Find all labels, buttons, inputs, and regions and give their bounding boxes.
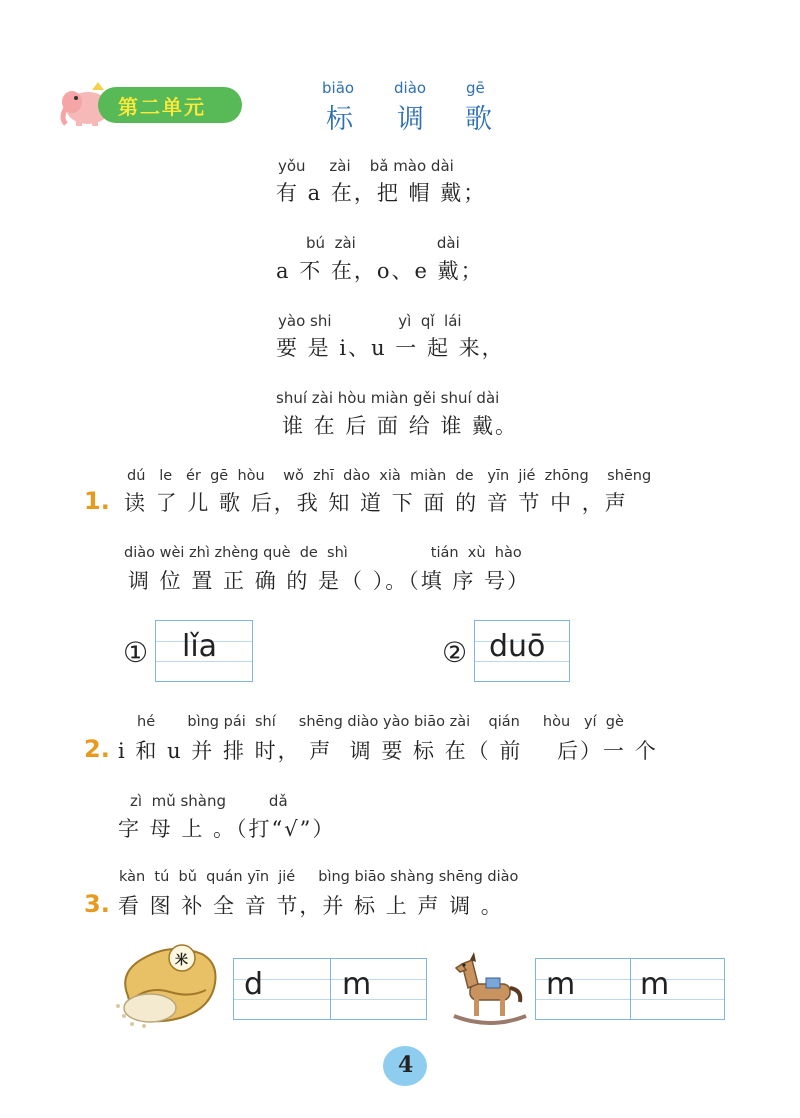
question-1-line-1: 读 了 儿 歌 后，我 知 道 下 面 的 音 节 中 ，声 xyxy=(124,491,628,515)
question-1-number: 1. xyxy=(84,487,110,515)
question-1-line-2: 调 位 置 正 确 的 是（ ）。（填 序 号） xyxy=(128,569,531,593)
question-2-line-2-pinyin: zì mǔ shàng dǎ xyxy=(130,792,288,810)
option-2-mark: ② xyxy=(442,636,468,669)
page-number: 4 xyxy=(398,1052,414,1078)
option-1-word: lǐa xyxy=(182,629,218,664)
question-3-number: 3. xyxy=(84,890,110,918)
poem-line-2: a 不 在，o、e 戴； xyxy=(276,259,484,283)
poem-line-1-pinyin: yǒu zài bǎ mào dài xyxy=(278,157,454,175)
poem-line-3-pinyin: yào shi yì qǐ lái xyxy=(278,312,462,330)
option-2-word: duō xyxy=(489,629,546,664)
poem-line-1: 有 a 在，把 帽 戴； xyxy=(276,181,487,205)
title-char-2: 调 xyxy=(397,104,424,135)
question-2-line-1: i 和 u 并 排 时， 声 调 要 标 在（ 前 后）一 个 xyxy=(118,739,658,763)
question-2-number: 2. xyxy=(84,735,110,763)
title-char-3: 歌 xyxy=(465,104,492,135)
syllable-box-1 xyxy=(233,958,427,1020)
poem-line-3: 要 是 i、u 一 起 来， xyxy=(276,336,505,360)
title-char-1: 标 xyxy=(326,104,353,135)
title-pinyin-1: biāo xyxy=(322,79,355,97)
syllable-box-2 xyxy=(535,958,725,1020)
option-1-box xyxy=(155,620,253,682)
syllable-box-2-left: m xyxy=(546,967,576,1002)
unit-label: 第二单元 xyxy=(118,95,206,119)
question-1-line-2-pinyin: diào wèi zhì zhèng què de shì tián xù hào xyxy=(124,545,522,561)
title-pinyin-2: diào xyxy=(394,79,427,97)
poem-line-4: 谁 在 后 面 给 谁 戴。 xyxy=(282,414,519,438)
option-1-mark: ① xyxy=(123,636,149,669)
syllable-box-2-right: m xyxy=(640,967,670,1002)
question-1-line-1-pinyin: dú le ér gē hòu wǒ zhī dào xià miàn de yīn jié zhōng shēng xyxy=(127,468,652,484)
poem-line-4-pinyin: shuí zài hòu miàn gěi shuí dài xyxy=(276,389,500,407)
question-3-line-1-pinyin: kàn tú bǔ quán yīn jié bìng biāo shàng shēng diào xyxy=(119,869,519,885)
rice-sack-icon xyxy=(110,936,228,1032)
poem-line-2-pinyin: bú zài dài xyxy=(306,234,460,252)
question-2-line-2: 字 母 上 。（打“√”） xyxy=(118,817,336,841)
rice-label: 米 xyxy=(175,953,189,968)
rocking-horse-icon xyxy=(450,950,530,1026)
question-3-line-1: 看 图 补 全 音 节，并 标 上 声 调 。 xyxy=(118,894,504,918)
syllable-box-1-right: m xyxy=(342,967,372,1002)
question-2-line-1-pinyin: hé bìng pái shí shēng diào yào biāo zài qián hòu yí gè xyxy=(137,714,624,730)
syllable-box-1-left: d xyxy=(244,967,264,1002)
option-2-box xyxy=(474,620,570,682)
title-pinyin-3: gē xyxy=(466,79,485,97)
